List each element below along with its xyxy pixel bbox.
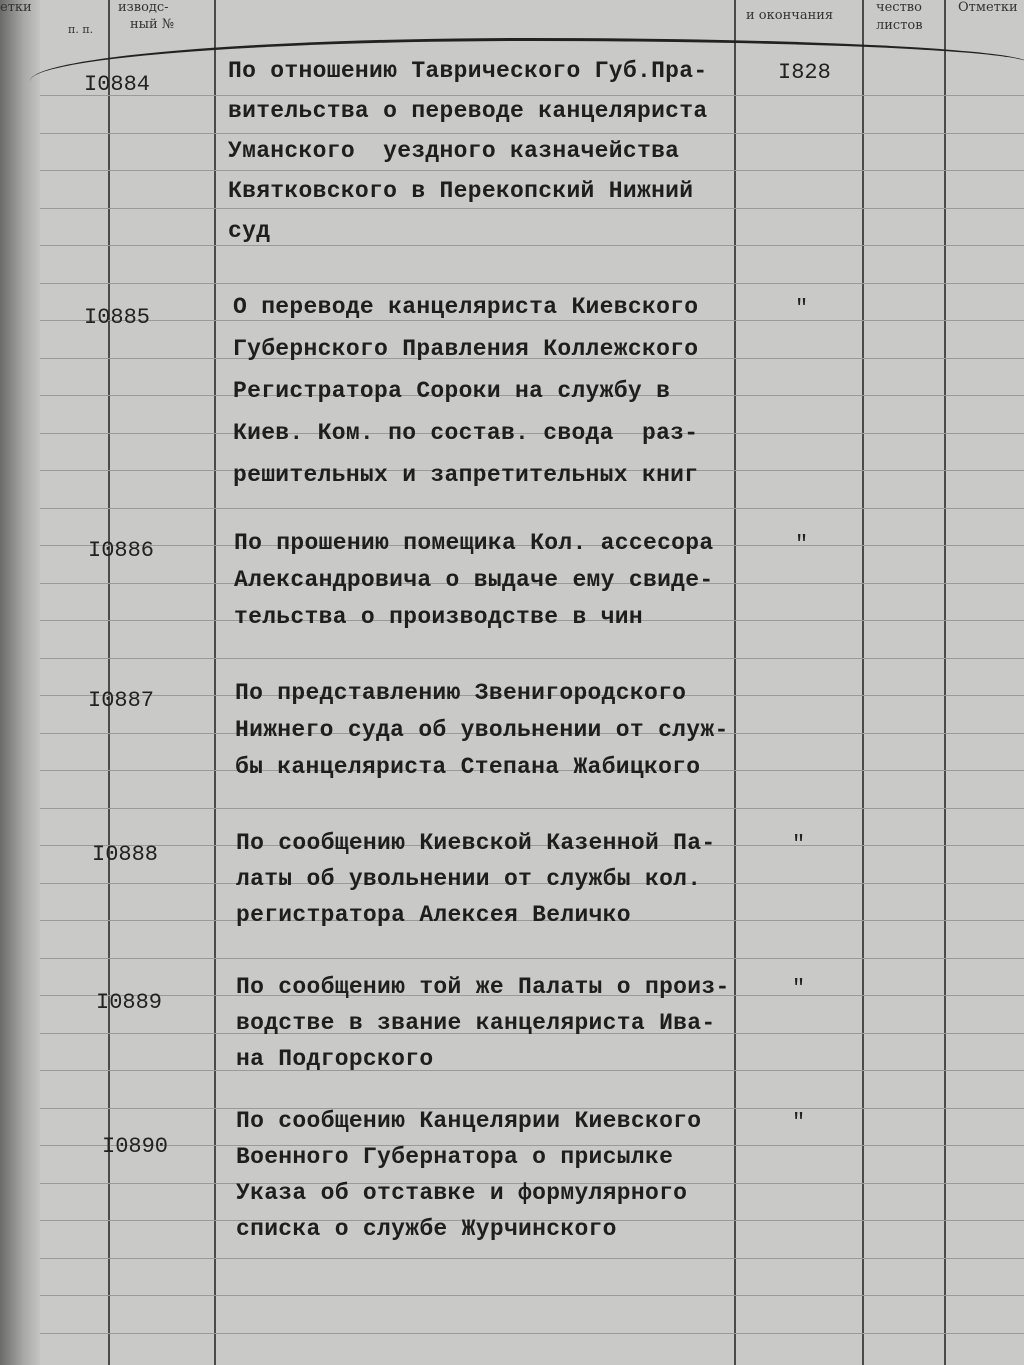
entry-text-line: Регистратора Сороки на службу в [233, 378, 671, 404]
column-divider [944, 0, 946, 1365]
entry-date: " [795, 532, 809, 557]
entry-text-line: По прошению помещика Кол. ассесора [234, 530, 714, 556]
column-divider [108, 0, 110, 1365]
entry-text-line: суд [228, 218, 271, 244]
entry-text-line: бы канцеляриста Степана Жабицкого [235, 754, 701, 780]
entry-number: I0885 [84, 305, 151, 330]
entry-number: I0886 [88, 538, 155, 563]
entry-text-line: По сообщению Киевской Казенной Па- [236, 830, 716, 856]
header-notes: Отметки [958, 0, 1018, 15]
ruled-line [40, 95, 1024, 96]
entry-date: " [795, 296, 809, 321]
ruled-line [40, 1333, 1024, 1334]
ruled-line [40, 1070, 1024, 1071]
ruled-line [40, 808, 1024, 809]
entry-text-line: водстве в звание канцеляриста Ива- [236, 1010, 716, 1036]
column-divider [734, 0, 736, 1365]
entry-text-line: на Подгорского [236, 1046, 434, 1072]
entry-text-line: Квятковского в Перекопский Нижний [228, 178, 694, 204]
entry-number: I0889 [96, 990, 163, 1015]
header-notes-left: етки [0, 0, 32, 15]
column-divider [214, 0, 216, 1365]
entry-text-line: По сообщению той же Палаты о произ- [236, 974, 730, 1000]
entry-text-line: вительства о переводе канцеляриста [228, 98, 708, 124]
ruled-line [40, 170, 1024, 171]
header-sheets-top: чество [876, 0, 922, 15]
entry-number: I0884 [84, 72, 151, 97]
entry-text-line: тельства о производстве в чин [234, 604, 643, 630]
header-izvod-top: изводс- [118, 0, 169, 15]
column-divider [862, 0, 864, 1365]
header-izvod: ный № [130, 17, 175, 32]
ruled-line [40, 508, 1024, 509]
page-gutter [0, 0, 40, 1365]
entry-date: " [792, 832, 806, 857]
entry-text-line: По представлению Звенигородского [235, 680, 687, 706]
ruled-line [40, 133, 1024, 134]
entry-text-line: О переводе канцеляриста Киевского [233, 294, 699, 320]
ruled-line [40, 658, 1024, 659]
entry-text-line: Киев. Ком. по состав. свода раз- [233, 420, 699, 446]
ruled-line [40, 245, 1024, 246]
ruled-line [40, 283, 1024, 284]
entry-text-line: По сообщению Канцелярии Киевского [236, 1108, 702, 1134]
entry-text-line: решительных и запретительных книг [233, 462, 699, 488]
entry-date: I828 [778, 60, 831, 85]
entry-text-line: списка о службе Журчинского [236, 1216, 617, 1242]
entry-date: " [792, 976, 806, 1001]
entry-number: I0887 [88, 688, 155, 713]
entry-text-line: Александровича о выдаче ему свиде- [234, 567, 714, 593]
ruled-line [40, 1295, 1024, 1296]
entry-number: I0888 [92, 842, 159, 867]
entry-text-line: По отношению Таврического Губ.Пра- [228, 58, 708, 84]
entry-text-line: Губернского Правления Коллежского [233, 336, 699, 362]
entry-number: I0890 [102, 1134, 169, 1159]
entry-text-line: латы об увольнении от службы кол. [236, 866, 702, 892]
header-sheets: листов [876, 18, 923, 33]
entry-text-line: Указа об отставке и формулярного [236, 1180, 688, 1206]
ruled-line [40, 958, 1024, 959]
header-pp: п. п. [68, 23, 94, 36]
entry-text-line: Уманского уездного казначейства [228, 138, 680, 164]
entry-date: " [792, 1110, 806, 1135]
header-end: и окончания [746, 8, 834, 23]
ruled-line [40, 208, 1024, 209]
entry-text-line: регистратора Алексея Величко [236, 902, 631, 928]
ruled-line [40, 1258, 1024, 1259]
entry-text-line: Нижнего суда об увольнении от служ- [235, 717, 729, 743]
entry-text-line: Военного Губернатора о присылке [236, 1144, 674, 1170]
ruled-line [40, 320, 1024, 321]
